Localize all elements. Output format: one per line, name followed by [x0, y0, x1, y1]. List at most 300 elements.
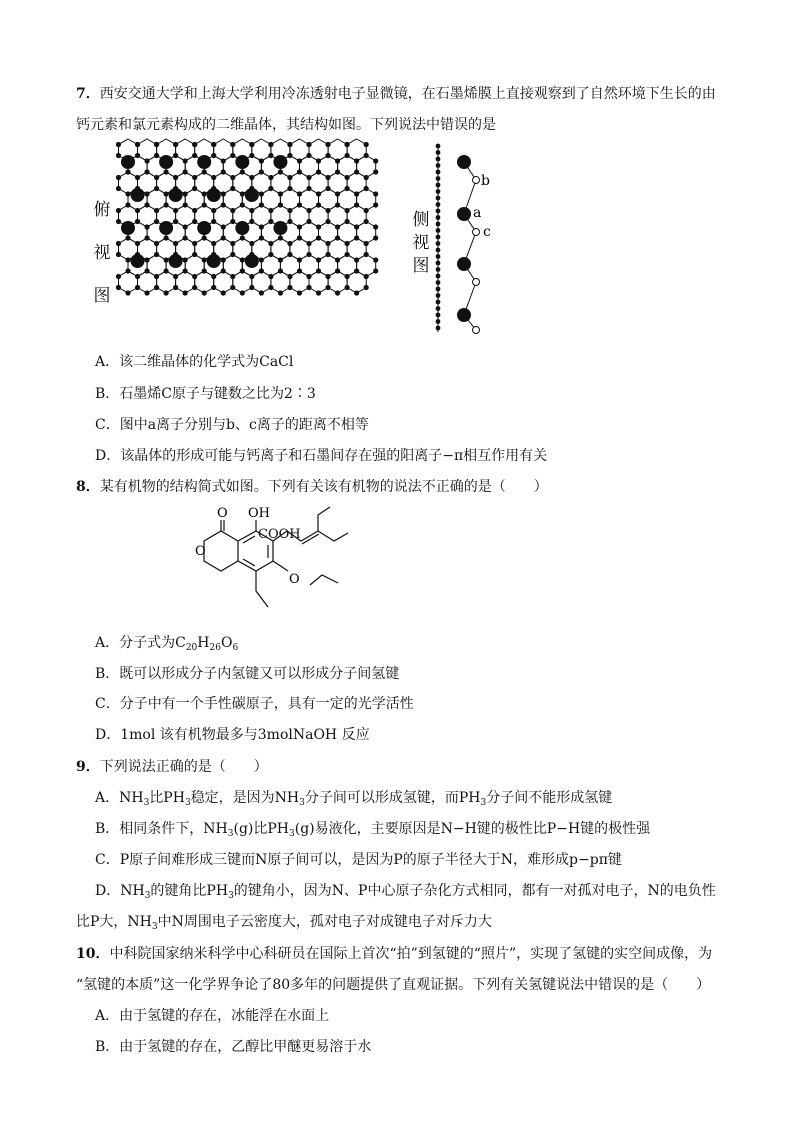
carbon-atom — [221, 224, 226, 229]
carbon-atom — [202, 202, 207, 207]
carbon-atom — [116, 142, 121, 147]
carbon-atom — [364, 208, 369, 213]
carbon-atom — [164, 191, 169, 196]
carbon-atom — [364, 219, 369, 224]
carbon-atom — [278, 290, 283, 295]
carbon-atom — [211, 241, 216, 246]
carbon-atom — [154, 274, 159, 279]
graphene-side-atom — [436, 170, 441, 175]
graphene-side-atom — [436, 306, 441, 311]
carbon-atom — [240, 290, 245, 295]
graphene-hexagon — [214, 271, 233, 293]
carbon-atom — [287, 142, 292, 147]
carbon-atom — [183, 202, 188, 207]
carbon-atom — [144, 268, 149, 273]
ca-ion-top — [245, 188, 259, 202]
label-ring-o: O — [195, 544, 206, 559]
carbon-atom — [306, 153, 311, 158]
carbon-atom — [335, 290, 340, 295]
carbon-atom — [211, 153, 216, 158]
q10-stem-text1: 中科院国家纳米科学中心科研员在国际上首次“拍”到氢键的“照片”，实现了氢键的实空间成像，为 — [109, 946, 713, 962]
ca-ion-top — [159, 155, 173, 169]
carbon-atom — [164, 235, 169, 240]
carbon-atom — [221, 268, 226, 273]
q9-d-t3: 的键角小，因为N、P中心原子杂化方式相同，都有一对孤对电子，N的电负性 — [233, 883, 716, 899]
carbon-atom — [192, 241, 197, 246]
marker-b: b — [481, 173, 490, 189]
carbon-atom — [364, 285, 369, 290]
graphene-side-atom — [436, 287, 441, 292]
carbon-atom — [135, 274, 140, 279]
q7-stem-text1: 西安交通大学和上海大学利用冷冻透射电子显微镜，在石墨烯膜上直接观察到了自然环境下生长的由 — [99, 86, 716, 102]
q9-d-t1: D．NH — [95, 883, 145, 899]
carbon-atom — [125, 169, 130, 174]
carbon-atom — [278, 169, 283, 174]
carbon-atom — [211, 219, 216, 224]
q9-d-s1: 3 — [144, 891, 151, 901]
ca-ion-top — [197, 221, 211, 235]
marker-a: a — [473, 205, 482, 221]
graphene-side-atom — [436, 157, 441, 162]
carbon-atom — [335, 202, 340, 207]
graphene-hexagon — [290, 271, 309, 293]
carbon-atom — [345, 285, 350, 290]
carbon-atom — [230, 175, 235, 180]
carbon-atom — [116, 175, 121, 180]
carbon-atom — [154, 175, 159, 180]
graphene-side-atom — [436, 319, 441, 324]
carbon-atom — [354, 290, 359, 295]
graphene-side-atom — [436, 202, 441, 207]
graphene-hexagon — [252, 271, 271, 293]
carbon-atom — [325, 219, 330, 224]
carbon-atom — [287, 274, 292, 279]
ca-ion-top — [273, 221, 287, 235]
carbon-atom — [364, 241, 369, 246]
carbon-atom — [335, 191, 340, 196]
graphene-side-atom — [436, 189, 441, 194]
carbon-atom — [306, 285, 311, 290]
q7-option-b: B．石墨烯C原子与键数之比为2∶3 — [95, 386, 316, 402]
graphene-side-atom — [436, 300, 441, 305]
carbon-atom — [125, 235, 130, 240]
q10-stem-line1 — [76, 944, 712, 964]
carbon-atom — [345, 241, 350, 246]
carbon-atom — [316, 235, 321, 240]
carbon-atom — [325, 175, 330, 180]
q9-a-t2: 比PH — [149, 790, 185, 806]
carbon-atom — [240, 169, 245, 174]
q9-stem-line — [76, 757, 268, 777]
carbon-atom — [183, 191, 188, 196]
carbon-atom — [287, 285, 292, 290]
q8-option-a — [95, 633, 238, 653]
ca-ion-top — [121, 221, 135, 235]
carbon-atom — [335, 224, 340, 229]
top-view-char-2: 视 — [93, 243, 111, 263]
carbon-atom — [183, 169, 188, 174]
graphene-side-atom — [436, 293, 441, 298]
carbon-atom — [173, 153, 178, 158]
carbon-atom — [192, 219, 197, 224]
carbon-atom — [316, 290, 321, 295]
carbon-atom — [297, 169, 302, 174]
carbon-atom — [135, 219, 140, 224]
carbon-atom — [173, 219, 178, 224]
graphene-side-atom — [436, 183, 441, 188]
carbon-atom — [354, 191, 359, 196]
carbon-atom — [211, 175, 216, 180]
carbon-atom — [183, 224, 188, 229]
carbon-atom — [287, 153, 292, 158]
graphene-side-atom — [436, 254, 441, 259]
graphene-side-atom — [436, 248, 441, 253]
cl-ion-b — [473, 177, 480, 184]
carbon-atom — [325, 252, 330, 257]
q9-d-s2: 3 — [228, 891, 234, 901]
carbon-atom — [297, 202, 302, 207]
carbon-atom — [268, 153, 273, 158]
carbon-atom — [316, 202, 321, 207]
ca-ion-a — [457, 207, 471, 221]
carbon-atom — [259, 158, 264, 163]
q9-b-s2: 3 — [289, 829, 295, 839]
carbon-atom — [268, 142, 273, 147]
carbon-atom — [287, 252, 292, 257]
q9-d2-t1: 比P大，NH — [76, 914, 152, 930]
carbon-atom — [202, 235, 207, 240]
carbon-atom — [325, 142, 330, 147]
carbon-atom — [354, 235, 359, 240]
carbon-atom — [125, 202, 130, 207]
organic-structure-figure — [90, 503, 330, 628]
carbon-atom — [135, 285, 140, 290]
q9-a-s4: 3 — [480, 798, 487, 808]
carbon-atom — [249, 208, 254, 213]
q8-a-h: H — [197, 635, 210, 651]
q9-stem-text: 下列说法正确的是（ ） — [99, 759, 268, 775]
carbon-atom — [354, 158, 359, 163]
carbon-atom — [116, 186, 121, 191]
carbon-atom — [306, 186, 311, 191]
carbon-atom — [259, 202, 264, 207]
carbon-atom — [164, 290, 169, 295]
ca-ion-top — [207, 254, 221, 268]
graphene-side-atom — [436, 274, 441, 279]
side-view-char-3: 图 — [412, 256, 430, 276]
q8-a-sub2: 26 — [209, 643, 221, 653]
carbon-atom — [297, 257, 302, 262]
q9-option-d — [95, 881, 716, 901]
carbon-atom — [154, 208, 159, 213]
carbon-atom — [364, 142, 369, 147]
label-oh: OH — [248, 506, 270, 521]
carbon-atom — [278, 191, 283, 196]
graphene-side-atom — [436, 209, 441, 214]
carbon-atom — [116, 285, 121, 290]
carbon-atom — [268, 241, 273, 246]
carbon-atom — [259, 290, 264, 295]
carbon-atom — [373, 169, 378, 174]
carbon-atom — [211, 142, 216, 147]
crystal-top-view-figure — [118, 140, 398, 340]
carbon-atom — [325, 153, 330, 158]
graphene-side-atom — [436, 280, 441, 285]
carbon-atom — [259, 257, 264, 262]
graphene-side-atom — [436, 326, 441, 331]
carbon-atom — [306, 252, 311, 257]
carbon-atom — [173, 285, 178, 290]
graphene-side-atom — [436, 150, 441, 155]
carbon-atom — [221, 235, 226, 240]
carbon-atom — [268, 186, 273, 191]
carbon-atom — [373, 235, 378, 240]
ca-ion-top — [159, 221, 173, 235]
carbon-atom — [259, 169, 264, 174]
label-carbonyl-o: O — [217, 506, 228, 521]
q8-option-b: B．既可以形成分子内氢键又可以形成分子间氢键 — [95, 666, 400, 682]
carbon-atom — [202, 268, 207, 273]
carbon-atom — [116, 274, 121, 279]
carbon-atom — [259, 191, 264, 196]
carbon-atom — [154, 219, 159, 224]
carbon-atom — [335, 158, 340, 163]
carbon-atom — [335, 257, 340, 262]
q9-b-t1: B．相同条件下，NH — [95, 821, 228, 837]
label-cooh: COOH — [258, 527, 301, 542]
q8-number: 8． — [76, 479, 100, 495]
graphene-hexagon — [271, 271, 290, 293]
carbon-atom — [202, 169, 207, 174]
graphene-hexagon — [328, 271, 347, 293]
carbon-atom — [116, 208, 121, 213]
q10-option-a: A．由于氢键的存在，冰能浮在水面上 — [95, 1008, 330, 1024]
crystal-side-view-figure — [426, 140, 506, 340]
carbon-atom — [325, 285, 330, 290]
q10-stem-line2: “氢键的本质”这一化学界争论了80多年的问题提供了直观证据。下列有关氢键说法中错误的是（ ） — [76, 977, 711, 993]
q8-stem-text: 某有机物的结构简式如图。下列有关该有机物的说法不正确的是（ ） — [99, 479, 548, 495]
carbon-atom — [316, 158, 321, 163]
carbon-atom — [306, 142, 311, 147]
ca-ion-top — [235, 221, 249, 235]
carbon-atom — [164, 169, 169, 174]
q9-number: 9． — [76, 759, 100, 775]
carbon-atom — [345, 219, 350, 224]
q9-b-s1: 3 — [227, 829, 234, 839]
graphene-side-atom — [436, 196, 441, 201]
carbon-atom — [230, 153, 235, 158]
carbon-atom — [192, 252, 197, 257]
carbon-atom — [230, 219, 235, 224]
graphene-side-atom — [436, 176, 441, 181]
carbon-atom — [268, 219, 273, 224]
carbon-atom — [325, 274, 330, 279]
carbon-atom — [211, 208, 216, 213]
carbon-atom — [154, 142, 159, 147]
carbon-atom — [192, 208, 197, 213]
carbon-atom — [116, 252, 121, 257]
carbon-atom — [135, 142, 140, 147]
ca-ion-top — [131, 254, 145, 268]
carbon-atom — [230, 142, 235, 147]
carbon-atom — [268, 274, 273, 279]
q9-option-a — [95, 788, 612, 808]
top-view-char-1: 俯 — [93, 200, 111, 220]
carbon-atom — [306, 208, 311, 213]
carbon-atom — [221, 191, 226, 196]
carbon-atom — [192, 274, 197, 279]
carbon-atom — [345, 186, 350, 191]
carbon-atom — [345, 142, 350, 147]
ca-ion-top — [235, 155, 249, 169]
carbon-atom — [240, 257, 245, 262]
carbon-atom — [297, 290, 302, 295]
carbon-atom — [173, 175, 178, 180]
carbon-atom — [249, 285, 254, 290]
carbon-atom — [373, 268, 378, 273]
carbon-atom — [240, 191, 245, 196]
carbon-atom — [354, 202, 359, 207]
carbon-atom — [259, 224, 264, 229]
carbon-atom — [325, 208, 330, 213]
carbon-atom — [192, 142, 197, 147]
carbon-atom — [164, 202, 169, 207]
carbon-atom — [335, 268, 340, 273]
carbon-atom — [278, 235, 283, 240]
q9-a-s3: 3 — [299, 798, 305, 808]
carbon-atom — [364, 186, 369, 191]
graphene-side-atom — [436, 215, 441, 220]
carbon-atom — [306, 175, 311, 180]
carbon-atom — [230, 285, 235, 290]
carbon-atom — [297, 158, 302, 163]
ca-ion-top — [169, 188, 183, 202]
carbon-atom — [316, 191, 321, 196]
q9-option-b — [95, 819, 650, 839]
carbon-atom — [192, 175, 197, 180]
graphene-hexagon — [195, 271, 214, 293]
q9-a-t3: 稳定，是因为NH — [190, 790, 300, 806]
carbon-atom — [144, 202, 149, 207]
carbon-atom — [192, 153, 197, 158]
q10-option-b: B．由于氢键的存在，乙醇比甲醚更易溶于水 — [95, 1039, 372, 1055]
carbon-atom — [345, 274, 350, 279]
carbon-atom — [221, 202, 226, 207]
graphene-hexagon — [138, 271, 157, 293]
carbon-atom — [221, 257, 226, 262]
carbon-atom — [335, 169, 340, 174]
carbon-atom — [221, 169, 226, 174]
graphene-side-atom — [436, 235, 441, 240]
carbon-atom — [221, 290, 226, 295]
carbon-atom — [373, 224, 378, 229]
carbon-atom — [202, 191, 207, 196]
carbon-atom — [125, 268, 130, 273]
carbon-atom — [354, 268, 359, 273]
carbon-atom — [240, 235, 245, 240]
graphene-hexagon — [157, 271, 176, 293]
q9-b-t2: (g)比PH — [233, 821, 289, 837]
carbon-atom — [249, 175, 254, 180]
ca-ion-top — [207, 188, 221, 202]
marker-c: c — [483, 224, 491, 240]
carbon-atom — [268, 285, 273, 290]
graphene-hexagon — [347, 271, 366, 293]
carbon-atom — [345, 252, 350, 257]
carbon-atom — [259, 268, 264, 273]
carbon-atom — [278, 268, 283, 273]
carbon-atom — [249, 219, 254, 224]
carbon-atom — [183, 235, 188, 240]
carbon-atom — [164, 268, 169, 273]
carbon-atom — [125, 290, 130, 295]
carbon-atom — [335, 235, 340, 240]
graphene-side-atom — [436, 144, 441, 149]
carbon-atom — [316, 257, 321, 262]
carbon-atom — [364, 252, 369, 257]
q9-a-t4: 分子间可以形成氢键，而PH — [304, 790, 481, 806]
carbon-atom — [221, 158, 226, 163]
carbon-atom — [268, 208, 273, 213]
carbon-atom — [183, 290, 188, 295]
q8-stem-line — [76, 477, 548, 497]
graphene-hexagon — [233, 271, 252, 293]
carbon-atom — [249, 153, 254, 158]
carbon-atom — [364, 153, 369, 158]
carbon-atom — [345, 175, 350, 180]
graphene-side-atom — [436, 222, 441, 227]
label-ether-o: O — [289, 572, 300, 587]
carbon-atom — [116, 153, 121, 158]
carbon-atom — [135, 153, 140, 158]
carbon-atom — [125, 257, 130, 262]
carbon-atom — [297, 224, 302, 229]
carbon-atom — [373, 158, 378, 163]
carbon-atom — [354, 257, 359, 262]
carbon-atom — [249, 142, 254, 147]
carbon-atom — [144, 169, 149, 174]
carbon-atom — [354, 169, 359, 174]
carbon-atom — [211, 285, 216, 290]
graphene-hexagon — [119, 271, 138, 293]
carbon-atom — [135, 241, 140, 246]
q9-option-c: C．P原子间难形成三键而N原子间可以，是因为P的原子半径大于N，难形成p−pπ键 — [95, 852, 622, 868]
graphene-side-atom — [436, 228, 441, 233]
carbon-atom — [230, 241, 235, 246]
q9-a-s2: 3 — [184, 798, 191, 808]
carbon-atom — [144, 290, 149, 295]
carbon-atom — [202, 290, 207, 295]
q9-a-s1: 3 — [143, 798, 150, 808]
carbon-atom — [173, 274, 178, 279]
carbon-atom — [354, 224, 359, 229]
q9-a-t1: A．NH — [95, 790, 144, 806]
carbon-atom — [183, 268, 188, 273]
carbon-atom — [297, 268, 302, 273]
ca-ion-top — [245, 254, 259, 268]
q7-number: 7． — [76, 86, 100, 102]
carbon-atom — [230, 274, 235, 279]
cl-ion-5 — [473, 327, 480, 334]
carbon-atom — [287, 219, 292, 224]
carbon-atom — [345, 208, 350, 213]
graphene-hexagon — [309, 271, 328, 293]
q7-option-d: D．该晶体的形成可能与钙离子和石墨间存在强的阳离子−π相互作用有关 — [95, 448, 548, 464]
q9-b-t3: (g)易液化，主要原因是N−H键的极性比P−H键的极性强 — [294, 821, 651, 837]
graphene-side-atom — [436, 261, 441, 266]
carbon-atom — [202, 257, 207, 262]
q8-a-text: A．分子式为C — [95, 635, 186, 651]
